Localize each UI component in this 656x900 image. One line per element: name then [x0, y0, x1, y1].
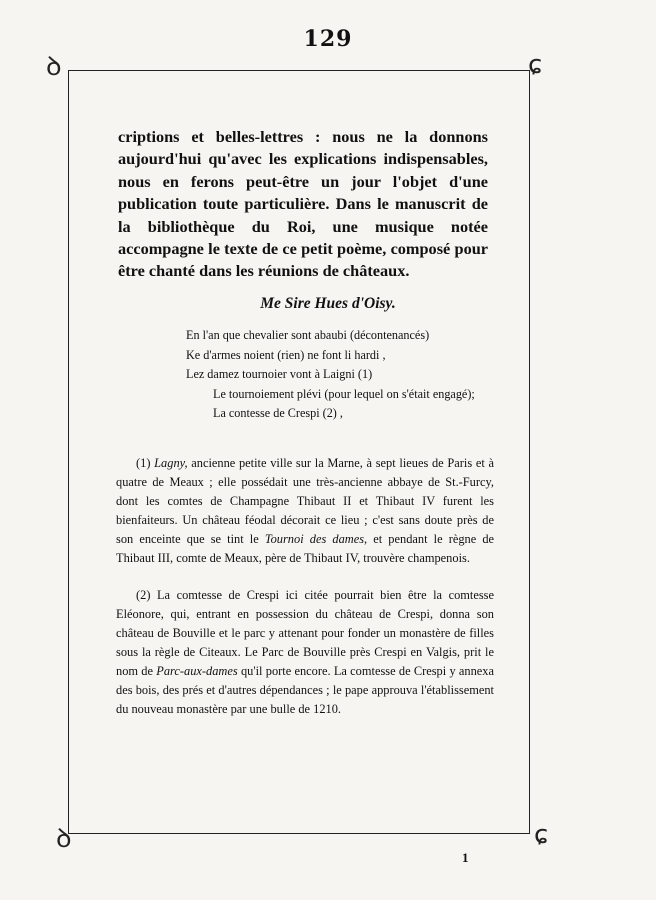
poem-line: Le tournoiement plévi (pour lequel on s'était engagé);	[213, 386, 475, 401]
main-body-text	[118, 126, 488, 283]
corner-ornament-icon: ɕ	[534, 820, 549, 850]
poem-line: Ke d'armes noient (rien) ne font li hardi ,	[186, 347, 386, 362]
signature-mark: 1	[462, 850, 469, 865]
footnote-1	[116, 454, 494, 567]
poem-title: Me Sire Hues d'Oisy.	[260, 295, 396, 312]
page-number: 129	[303, 26, 353, 52]
corner-ornament-icon: ꝺ	[46, 52, 62, 82]
footnote-marker: (2)	[136, 588, 151, 603]
poem-line: La contesse de Crespi (2) ,	[213, 406, 343, 421]
corner-ornament-icon: ɕ	[528, 50, 543, 80]
footnote-italic-title: Parc-aux-dames	[156, 664, 238, 679]
footnotes	[116, 454, 494, 738]
footnote-text: qu'il porte encore. La comtesse de Crespi y annexa des bois, des prés et d'autres dépendances ; le pape approuva l'établissement du nouveau monastère par une bulle de 1210.	[116, 664, 494, 716]
footnote-italic-title: Tournoi des dames	[264, 531, 365, 546]
footnote-term: Lagny,	[154, 456, 188, 470]
poem-excerpt	[186, 326, 506, 424]
footnote-text: ancienne petite ville sur la Marne, à sept lieues de Paris et à quatre de Meaux ; elle possédait une très-ancienne abbaye de St.-Furcy, dont les comtes de Champagne Thibaut II et Thibaut IV furent les bienfaiteurs. Un château féodal décorait ce lieu ; c'est sans doute près de son enceinte que se tint le	[116, 456, 494, 546]
poem-line: En l'an que chevalier sont abaubi (décontenancés)	[186, 328, 430, 342]
corner-ornament-icon: ꝺ	[56, 824, 72, 854]
footnote-2	[116, 586, 494, 718]
footnote-text: La comtesse de Crespi ici citée pourrait bien être la comtesse Eléonore, qui, entrant en possession du château de Crespi, donna son château de Bouville et le parc y attenant pour fonder un monastère de filles sous la règle de Citeaux. Le Parc de Bouville près Crespi en Valgis, prit le nom de	[116, 588, 494, 679]
poem-line: Lez damez tournoier vont à Laigni (1)	[186, 367, 373, 382]
body-paragraph: criptions et belles-lettres : nous ne la donnons aujourd'hui qu'avec les explications indispensables, nous en ferons peut-être un jour l'objet d'une publication toute particulière. Dans le manuscrit de la bibliothèque du Roi, une musique notée accompagne le texte de ce petit poème, composé pour être chanté dans les réunions de châteaux.	[118, 127, 488, 281]
footnote-text: , et pendant le règne de Thibaut III, comte de Meaux, père de Thibaut IV, trouvère champenois.	[116, 531, 495, 565]
footnote-marker: (1)	[136, 456, 151, 470]
